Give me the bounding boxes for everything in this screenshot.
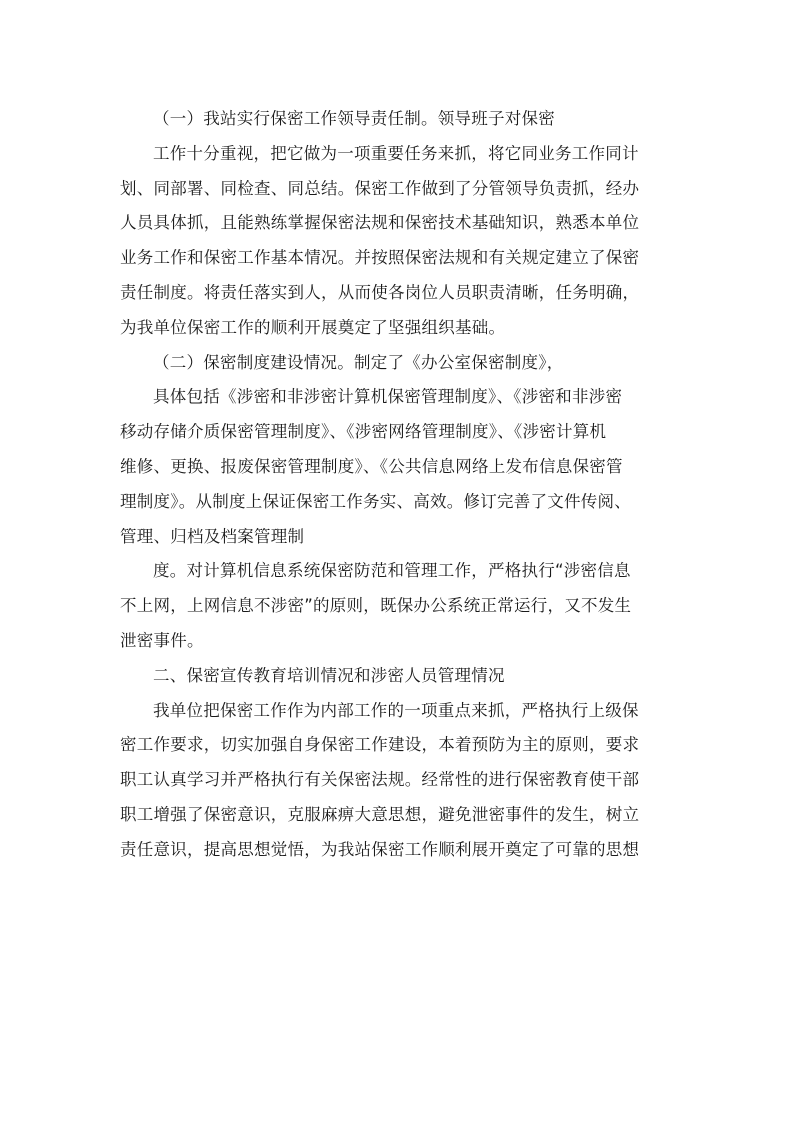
- text-line: 密工作要求，切实加强自身保密工作建设，本着预防为主的原则，要求: [120, 735, 640, 755]
- text-line: 不上网，上网信息不涉密”的原则，既保办公系统正常运行，又不发生: [120, 596, 632, 616]
- text-line: 度。对计算机信息系统保密防范和管理工作，严格执行“涉密信息: [153, 561, 631, 581]
- text-line: 人员具体抓，且能熟练掌握保密法规和保密技术基础知识，熟悉本单位: [120, 213, 640, 233]
- text-line: 为我单位保密工作的顺利开展奠定了坚强组织基础。: [120, 317, 506, 337]
- text-line: 具体包括《涉密和非涉密计算机保密管理制度》、《涉密和非涉密: [153, 387, 623, 407]
- text-line: 业务工作和保密工作基本情况。并按照保密法规和有关规定建立了保密: [120, 248, 640, 268]
- text-line: （二）保密制度建设情况。制定了《办公室保密制度》，: [153, 352, 564, 372]
- text-line: 职工增强了保密意识，克服麻痹大意思想，避免泄密事件的发生，树立: [120, 804, 640, 824]
- text-line: 管理、归档及档案管理制: [120, 526, 305, 546]
- text-line: 职工认真学习并严格执行有关保密法规。经常性的进行保密教育使干部: [120, 770, 640, 790]
- text-line: 责任意识，提高思想觉悟，为我站保密工作顺利展开奠定了可靠的思想: [120, 839, 640, 859]
- text-line: 移动存储介质保密管理制度》、《涉密网络管理制度》、《涉密计算机: [120, 422, 607, 442]
- body-text: [120, 102, 676, 868]
- text-line: 二、保密宣传教育培训情况和涉密人员管理情况: [153, 665, 505, 685]
- text-line: 维修、更换、报废保密管理制度》、《公共信息网络上发布信息保密管: [120, 456, 623, 476]
- text-line: 工作十分重视，把它做为一项重要任务来抓，将它同业务工作同计: [153, 143, 639, 163]
- text-line: 我单位把保密工作作为内部工作的一项重点来抓，严格执行上级保: [153, 700, 639, 720]
- text-line: 划、同部署、同检查、同总结。保密工作做到了分管领导负责抓，经办: [120, 178, 640, 198]
- text-line: 泄密事件。: [120, 630, 204, 650]
- text-line: 责任制度。将责任落实到人，从而使各岗位人员职责清晰，任务明确，: [120, 282, 640, 302]
- text-line: 理制度》。从制度上保证保密工作务实、高效。修订完善了文件传阅、: [120, 491, 631, 511]
- text-line: （一）我站实行保密工作领导责任制。领导班子对保密: [153, 109, 555, 128]
